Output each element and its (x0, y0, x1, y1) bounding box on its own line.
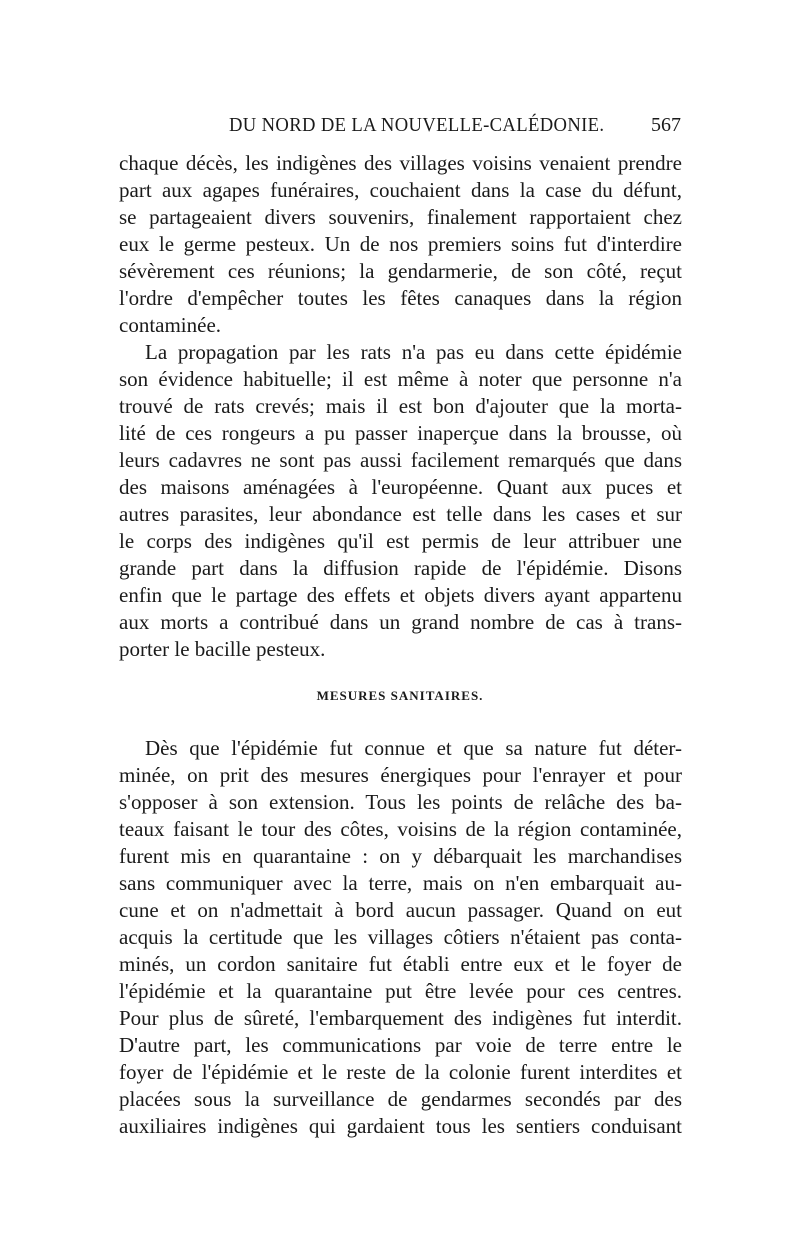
text-line: furent mis en quarantaine : on y débarquait les marchandises (119, 844, 682, 868)
text-line: teaux faisant le tour des côtes, voisins de la région contaminée, (119, 817, 682, 841)
text-line: sans communiquer avec la terre, mais on n'en embarquait au- (119, 871, 682, 895)
text-line: D'autre part, les communications par voie de terre entre le (119, 1033, 682, 1057)
text-line: contaminée. (119, 313, 222, 337)
text-line: La propagation par les rats n'a pas eu dans cette épidémie (145, 340, 682, 364)
text-line: grande part dans la diffusion rapide de l'épidémie. Disons (119, 556, 682, 580)
text-line: enfin que le partage des effets et objets divers ayant appartenu (119, 583, 682, 607)
text-line: porter le bacille pesteux. (119, 637, 326, 661)
text-line: lité de ces rongeurs a pu passer inaperçue dans la brousse, où (119, 421, 682, 445)
text-line: le corps des indigènes qu'il est permis de leur attribuer une (119, 529, 682, 553)
text-line: aux morts a contribué dans un grand nombre de cas à trans- (119, 610, 682, 634)
text-line: l'ordre d'empêcher toutes les fêtes canaques dans la région (119, 286, 682, 310)
text-line: Dès que l'épidémie fut connue et que sa nature fut déter- (145, 736, 682, 760)
text-line: sévèrement ces réunions; la gendarmerie, de son côté, reçut (119, 259, 682, 283)
text-line: acquis la certitude que les villages côtiers n'étaient pas conta- (119, 925, 682, 949)
text-line: autres parasites, leur abondance est telle dans les cases et sur (119, 502, 682, 526)
text-line: s'opposer à son extension. Tous les points de relâche des ba- (119, 790, 682, 814)
text-line: part aux agapes funéraires, couchaient dans la case du défunt, (119, 178, 682, 202)
text-line: trouvé de rats crevés; mais il est bon d'ajouter que la morta- (119, 394, 682, 418)
running-title: DU NORD DE LA NOUVELLE-CALÉDONIE. (229, 114, 605, 136)
running-head (119, 114, 681, 144)
page-number: 567 (651, 114, 681, 136)
section-heading: MESURES SANITAIRES. (316, 688, 484, 703)
text-line: chaque décès, les indigènes des villages voisins venaient prendre (119, 151, 682, 175)
text-line: des maisons aménagées à l'européenne. Quant aux puces et (119, 475, 682, 499)
text-line: leurs cadavres ne sont pas aussi facilement remarqués que dans (119, 448, 682, 472)
text-line: foyer de l'épidémie et le reste de la colonie furent interdites et (119, 1060, 682, 1084)
text-line: se partageaient divers souvenirs, finalement rapportaient chez (119, 205, 682, 229)
text-line: son évidence habituelle; il est même à noter que personne n'a (119, 367, 682, 391)
text-line: cune et on n'admettait à bord aucun passager. Quand on eut (119, 898, 682, 922)
text-line: l'épidémie et la quarantaine put être levée pour ces centres. (119, 979, 682, 1003)
text-line: eux le germe pesteux. Un de nos premiers soins fut d'interdire (119, 232, 682, 256)
text-line: Pour plus de sûreté, l'embarquement des indigènes fut interdit. (119, 1006, 682, 1030)
text-line: minée, on prit des mesures énergiques pour l'enrayer et pour (119, 763, 682, 787)
text-line: auxiliaires indigènes qui gardaient tous les sentiers conduisant (119, 1114, 682, 1138)
text-line: placées sous la surveillance de gendarmes secondés par des (119, 1087, 682, 1111)
text-line: minés, un cordon sanitaire fut établi entre eux et le foyer de (119, 952, 682, 976)
